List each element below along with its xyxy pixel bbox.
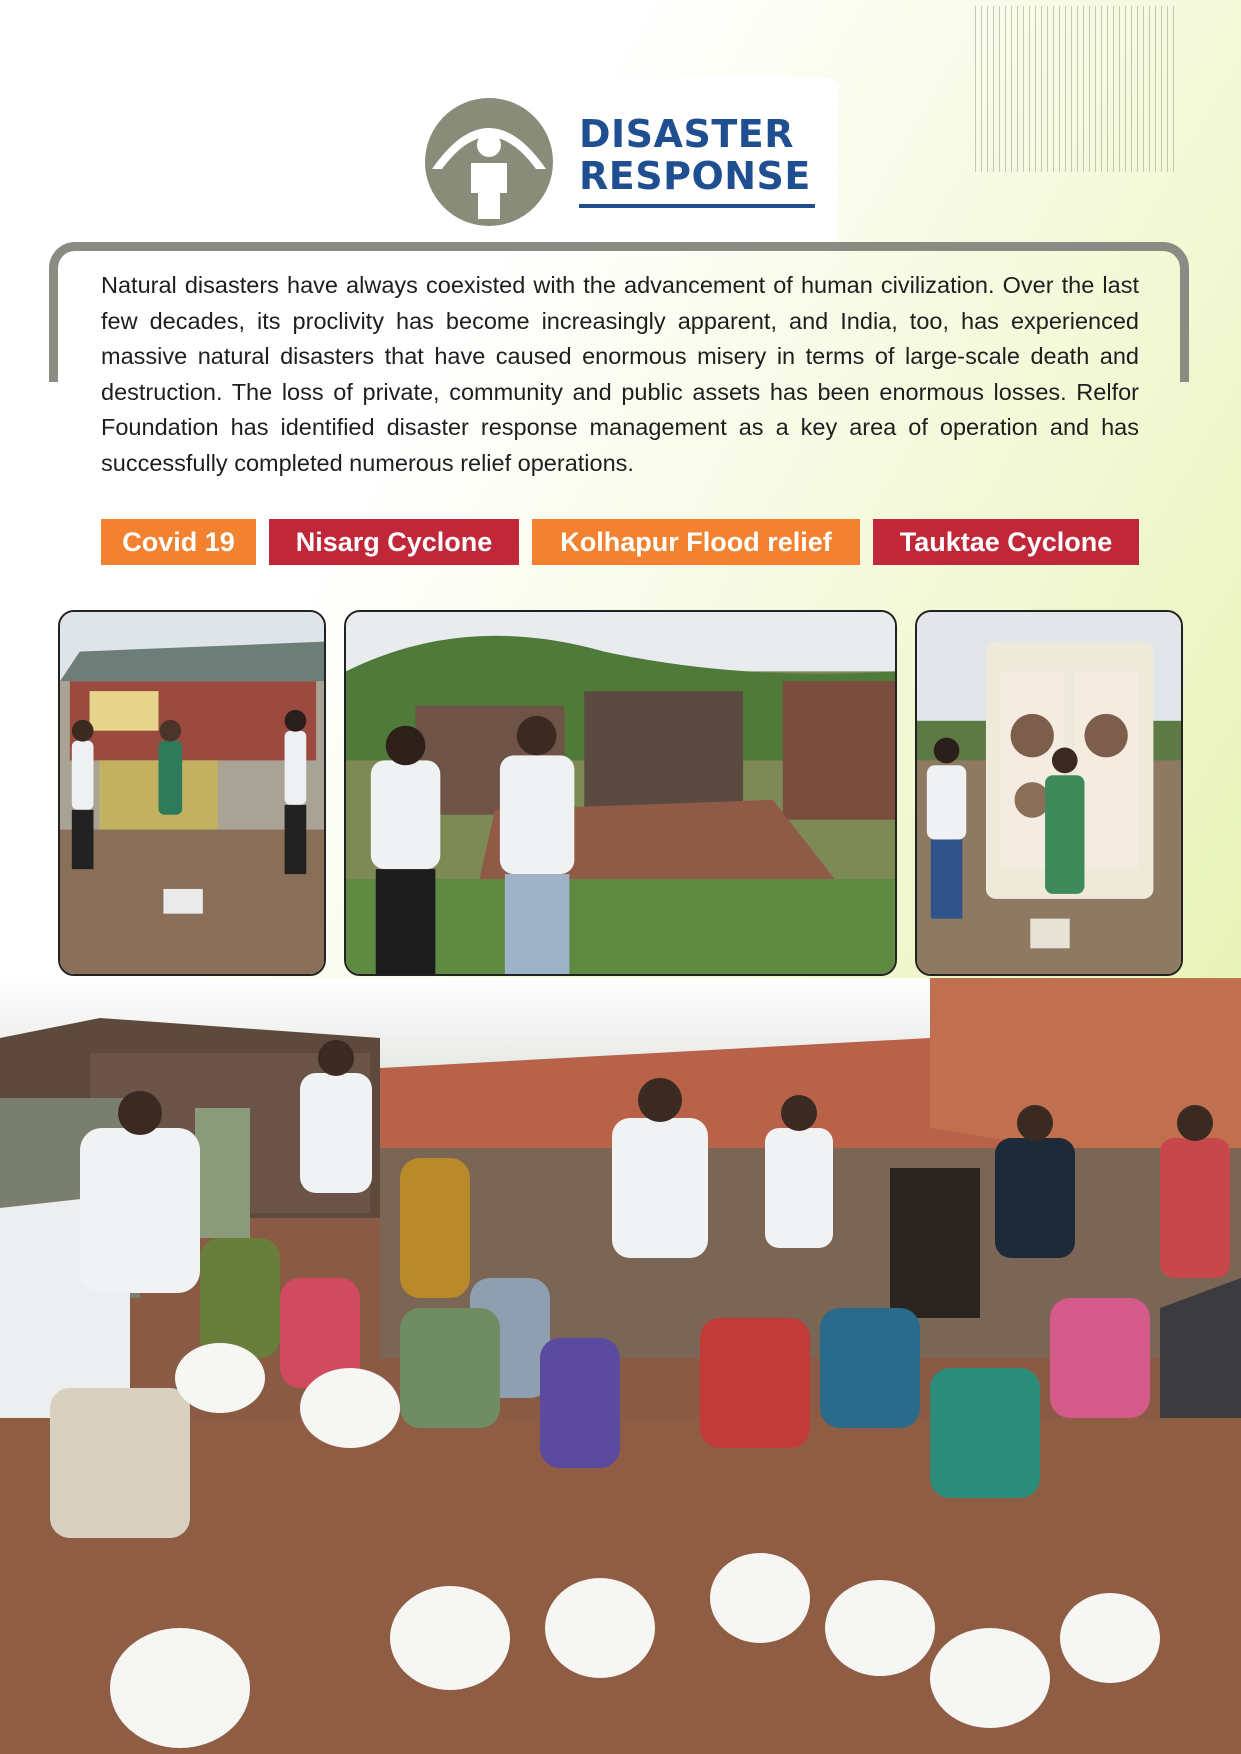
intro-paragraph: Natural disasters have always coexisted with the advancement of human civilization. Over the last few decades, its proclivity has become increasingly apparent, and India, too, has experienced massive natural disasters that have caused enormous misery in terms of large-scale death and destruction. The loss of private, community and public assets has been enormous losses. Relfor Foundation has identified disaster response management as a key area of operation and has successfully completed numerous relief operations. — [101, 272, 1139, 476]
photo-cyclone-damaged-house — [344, 610, 897, 976]
operation-tags — [0, 519, 1241, 565]
person-silhouette-icon — [424, 97, 554, 227]
tag-nisarg-cyclone: Nisarg Cyclone — [269, 519, 519, 565]
title-underline — [579, 204, 815, 208]
photo-relief-shelter — [58, 610, 326, 976]
title-line-2: RESPONSE — [579, 154, 811, 198]
tag-tauktae-cyclone: Tauktae Cyclone — [873, 519, 1139, 565]
decorative-stripes — [975, 6, 1175, 172]
tag-kolhapur-flood-relief: Kolhapur Flood relief — [532, 519, 860, 565]
photo-relief-kit-distribution — [0, 978, 1241, 1754]
tag-covid-19: Covid 19 — [101, 519, 256, 565]
title-line-1: DISASTER — [579, 112, 794, 156]
photo-relief-van — [915, 610, 1183, 976]
logo-card — [401, 77, 839, 252]
page-title — [579, 113, 815, 197]
